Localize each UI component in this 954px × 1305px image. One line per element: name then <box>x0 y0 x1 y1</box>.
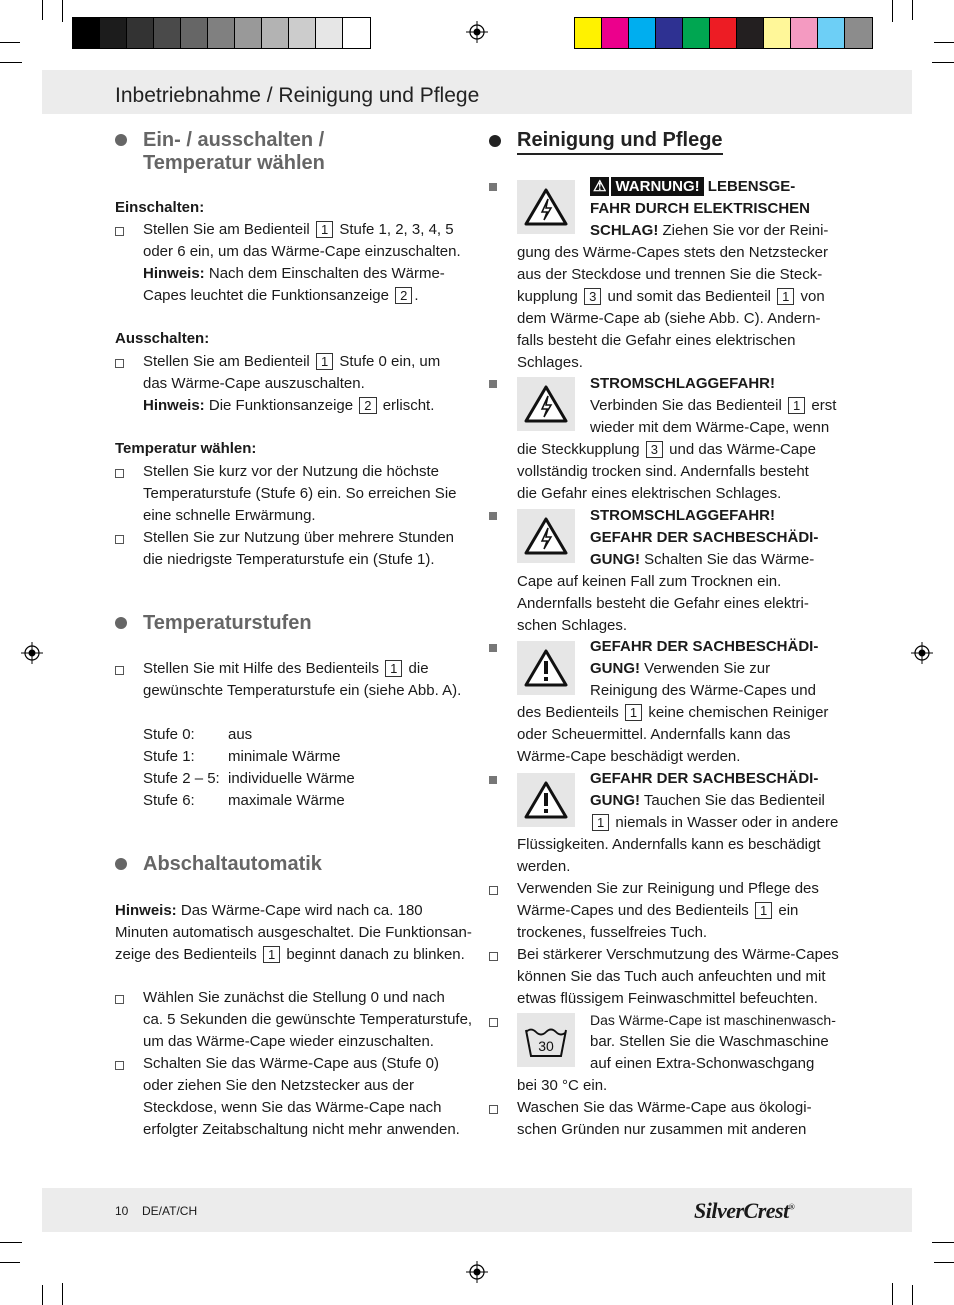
ref-label: 3 <box>646 441 663 458</box>
warning-sachbeschaedigung-2-continued: Flüssigkeiten. Andernfalls kann es beschädigt werden. <box>517 836 821 875</box>
registration-mark-icon <box>21 642 43 664</box>
ref-label: 1 <box>316 221 333 238</box>
ref-label: 1 <box>385 660 402 677</box>
list-bullet <box>489 886 498 895</box>
temperatur-waehlen-label: Temperatur wählen: <box>115 440 257 457</box>
color-swatch <box>235 18 262 48</box>
ausschalten-text: Stellen Sie am Bedienteil 1 Stufe 0 ein, um das Wärme-Cape auszuschalten. Hinweis: Die Funktionsanzeige 2 erlischt. <box>143 353 441 414</box>
registration-mark-icon <box>911 642 933 664</box>
electric-shock-warning-icon <box>517 509 575 563</box>
warning-stromschlag-1: STROMSCHLAGGEFAHR! Verbinden Sie das Bedienteil 1 erst <box>590 375 837 414</box>
color-swatch <box>262 18 289 48</box>
list-bullet <box>489 1105 498 1114</box>
list-item: Stellen Sie zur Nutzung über mehrere Stunden die niedrigste Temperaturstufe ein (Stufe 1). <box>143 529 455 568</box>
color-swatch <box>100 18 127 48</box>
crop-mark <box>892 0 893 22</box>
color-swatch <box>154 18 181 48</box>
list-bullet <box>115 666 124 675</box>
ref-label: 1 <box>777 288 794 305</box>
warning-bullet <box>489 512 497 520</box>
list-item: Bei stärkerer Verschmutzung des Wärme-Capes können Sie das Tuch auch anfeuchten und mit etwas flüssigem Feinwaschmittel befeuchten. <box>517 946 839 1007</box>
warning-stromschlag-2: STROMSCHLAGGEFAHR! GEFAHR DER SACHBESCHÄDI- GUNG! Schalten Sie das Wärme- <box>590 507 819 568</box>
color-swatch <box>764 18 791 48</box>
crop-mark <box>934 1262 954 1263</box>
section-bullet <box>115 617 127 629</box>
brand-logo: SilverCrest® <box>694 1198 795 1223</box>
warning-sachbeschaedigung-1: GEFAHR DER SACHBESCHÄDI- GUNG! Verwenden Sie zur Reinigung des Wärme-Capes und <box>590 638 819 699</box>
color-swatch <box>602 18 629 48</box>
crop-mark <box>932 62 954 63</box>
color-swatch <box>656 18 683 48</box>
color-swatch <box>208 18 235 48</box>
wash-30-icon <box>517 1013 575 1067</box>
electric-shock-warning-icon <box>517 180 575 234</box>
crop-mark <box>42 1285 43 1305</box>
page-number: 10 <box>115 1204 129 1218</box>
registration-mark-icon <box>466 1261 488 1283</box>
warning-bullet <box>489 183 497 191</box>
list-bullet <box>489 1018 498 1027</box>
section-bullet <box>115 858 127 870</box>
warning-lebensgefahr-continued: gung des Wärme-Capes stets den Netzstecker aus der Steckdose und trennen Sie die Steck- kupplung 3 und somit das Bedienteil 1 von dem Wärme-Cape ab (siehe Abb. C). Andern- falls besteht die Gefahr eines elektrischen Schlages. <box>517 244 828 371</box>
crop-mark <box>42 0 43 20</box>
warning-lebensgefahr: ⚠ WARNUNG! LEBENSGE- FAHR DURCH ELEKTRISCHEN SCHLAG! Ziehen Sie vor der Reini- <box>590 178 829 239</box>
warning-stromschlag-1-continued: wieder mit dem Wärme-Cape, wenn die Steckkupplung 3 und das Wärme-Cape vollständig trocken sind. Andernfalls besteht die Gefahr eines elektrischen Schlages. <box>517 419 830 502</box>
color-swatch <box>818 18 845 48</box>
einschalten-text: Stellen Sie am Bedienteil 1 Stufe 1, 2, 3, 4, 5 oder 6 ein, um das Wärme-Cape einzuschalten. Hinweis: Nach dem Einschalten des Wärme- Capes leuchtet die Funktionsanzeige 2 . <box>143 221 461 304</box>
color-swatch <box>316 18 343 48</box>
abschaltautomatik-hinweis: Hinweis: Das Wärme-Cape wird nach ca. 180 Minuten automatisch ausgeschaltet. Die Funktionsan- zeige des Bedienteils 1 beginnt danach zu blinken. <box>115 902 472 963</box>
list-item: Schalten Sie das Wärme-Cape aus (Stufe 0) oder ziehen Sie den Netzstecker aus der Steckdose, wenn Sie das Wärme-Cape nach erfolgter Zeitabschaltung nicht mehr anwenden. <box>143 1055 460 1138</box>
list-bullet <box>115 535 124 544</box>
ref-label: 3 <box>584 288 601 305</box>
wash-instruction: Das Wärme-Cape ist maschinenwasch- bar. Stellen Sie die Waschmaschine auf einen Extra-Schonwaschgang <box>590 1012 836 1072</box>
list-bullet <box>115 469 124 478</box>
warning-badge: WARNUNG! <box>611 177 703 196</box>
color-swatch <box>629 18 656 48</box>
crop-mark <box>0 42 20 43</box>
ref-label: 2 <box>395 287 412 304</box>
color-swatch <box>737 18 764 48</box>
color-bar <box>574 17 873 49</box>
crop-mark <box>0 62 22 63</box>
list-bullet <box>115 995 124 1004</box>
einschalten-label: Einschalten: <box>115 199 205 216</box>
page-title: Inbetriebnahme / Reinigung und Pflege <box>115 84 480 107</box>
list-bullet <box>115 227 124 236</box>
crop-mark <box>934 42 954 43</box>
section-bullet <box>489 135 501 147</box>
caution-warning-icon <box>517 641 575 695</box>
ref-label: 1 <box>316 353 333 370</box>
color-swatch <box>791 18 818 48</box>
section-heading-ein-aus: Ein- / ausschalten / Temperatur wählen <box>143 129 325 174</box>
color-swatch <box>127 18 154 48</box>
warning-bullet <box>489 380 497 388</box>
warning-sachbeschaedigung-2: GEFAHR DER SACHBESCHÄDI- GUNG! Tauchen Sie das Bedienteil 1 niemals in Wasser oder in andere <box>590 770 839 831</box>
color-swatch <box>181 18 208 48</box>
list-item: Wählen Sie zunächst die Stellung 0 und nach ca. 5 Sekunden die gewünschte Temperaturstufe, um das Wärme-Cape wieder einzuschalten. <box>143 989 473 1050</box>
ref-label: 1 <box>788 397 805 414</box>
level-table: Stufe 0: aus Stufe 1: minimale Wärme Stufe 2 – 5: individuelle Wärme Stufe 6: maximale Wärme <box>143 726 355 809</box>
temperaturstufen-text: Stellen Sie mit Hilfe des Bedienteils 1 die gewünschte Temperaturstufe ein (siehe Abb. A). <box>143 660 462 699</box>
locale-label: DE/AT/CH <box>142 1204 198 1218</box>
warning-stromschlag-2-continued: Cape auf keinen Fall zum Trocknen ein. Andernfalls besteht die Gefahr eines elektri- schen Schlages. <box>517 573 809 634</box>
crop-mark <box>892 1283 893 1305</box>
ausschalten-label: Ausschalten: <box>115 330 210 347</box>
warning-sachbeschaedigung-1-continued: des Bedienteils 1 keine chemischen Reiniger oder Scheuermittel. Andernfalls kann das Wärme-Cape beschädigt werden. <box>517 704 829 765</box>
color-swatch <box>73 18 100 48</box>
ref-label: 1 <box>263 946 280 963</box>
color-swatch <box>343 18 370 48</box>
wash-instruction-continued: bei 30 °C ein. <box>517 1077 608 1094</box>
list-item: Waschen Sie das Wärme-Cape aus ökologi- schen Gründen nur zusammen mit anderen <box>517 1099 812 1138</box>
section-heading-temperaturstufen: Temperaturstufen <box>143 612 312 634</box>
list-bullet <box>489 952 498 961</box>
crop-mark <box>932 1242 954 1243</box>
ref-label: 1 <box>625 704 642 721</box>
warning-bullet <box>489 644 497 652</box>
svg-text:30: 30 <box>538 1038 554 1054</box>
list-item: Verwenden Sie zur Reinigung und Pflege des Wärme-Capes und des Bedienteils 1 ein trockenes, fusselfreies Tuch. <box>517 880 819 941</box>
color-swatch <box>683 18 710 48</box>
section-heading-abschaltautomatik: Abschaltautomatik <box>143 853 322 875</box>
color-swatch <box>289 18 316 48</box>
ref-label: 2 <box>359 397 376 414</box>
crop-mark <box>912 1285 913 1305</box>
ref-label: 1 <box>755 902 772 919</box>
list-bullet <box>115 359 124 368</box>
section-heading-reinigung: Reinigung und Pflege <box>517 127 723 155</box>
crop-mark <box>0 1242 22 1243</box>
section-bullet <box>115 134 127 146</box>
list-bullet <box>115 1061 124 1070</box>
warning-triangle-icon: ⚠ <box>590 177 609 196</box>
crop-mark <box>912 0 913 20</box>
registration-mark-icon <box>466 21 488 43</box>
crop-mark <box>0 1262 20 1263</box>
ref-label: 1 <box>592 814 609 831</box>
warning-bullet <box>489 776 497 784</box>
caution-warning-icon <box>517 773 575 827</box>
grayscale-bar <box>72 17 371 49</box>
color-swatch <box>710 18 737 48</box>
color-swatch <box>575 18 602 48</box>
crop-mark <box>62 1283 63 1305</box>
list-item: Stellen Sie kurz vor der Nutzung die höchste Temperaturstufe (Stufe 6) ein. So erreichen Sie eine schnelle Erwärmung. <box>143 463 457 524</box>
crop-mark <box>62 0 63 22</box>
color-swatch <box>845 18 872 48</box>
